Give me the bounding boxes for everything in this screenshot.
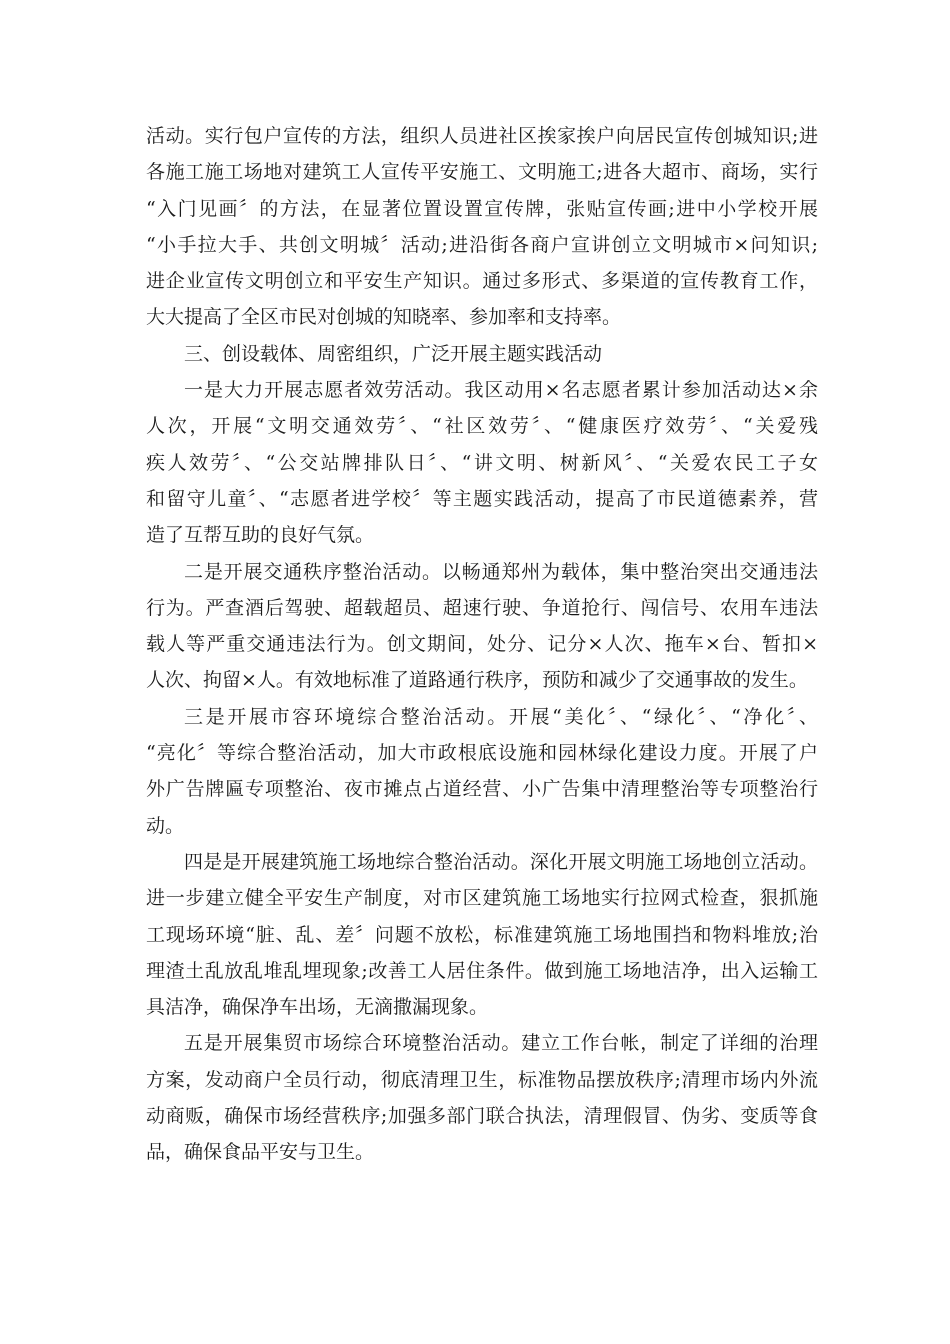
text-line: 一是大力开展志愿者效劳活动。我区动用×名志愿者累计参加活动达×余 xyxy=(184,379,818,402)
document-body xyxy=(146,118,818,1171)
text-line: 四是是开展建筑施工场地综合整治活动。深化开展文明施工场地创立活动。 xyxy=(184,850,818,873)
body-paragraph xyxy=(146,554,818,699)
body-paragraph xyxy=(146,844,818,1025)
text-line: 三是开展市容环境综合整治活动。开展“美化〞、“绿化〞、“净化〞、 xyxy=(184,705,818,728)
body-paragraph xyxy=(146,699,818,844)
text-line: 人次，开展“文明交通效劳〞、“社区效劳〞、“健康医疗效劳〞、“关爱残 xyxy=(146,415,818,438)
text-line: 五是开展集贸市场综合环境整治活动。建立工作台帐，制定了详细的治理 xyxy=(184,1032,818,1055)
section-heading xyxy=(146,336,818,372)
text-line: 活动。实行包户宣传的方法，组织人员进社区挨家挨户向居民宣传创城知识;进 xyxy=(146,125,818,147)
text-line: 各施工施工场地对建筑工人宣传平安施工、文明施工;进各大超市、商场，实行 xyxy=(146,161,818,184)
text-line: 外广告牌匾专项整治、夜市摊点占道经营、小广告集中清理整治等专项整治行 xyxy=(146,778,818,801)
body-paragraph xyxy=(146,372,818,553)
text-line: 动。 xyxy=(146,814,185,837)
text-line: “入门见画〞的方法，在显著位置设置宣传牌，张贴宣传画;进中小学校开展 xyxy=(146,197,818,220)
text-line: 人次、拘留×人。有效地标准了道路通行秩序，预防和减少了交通事故的发生。 xyxy=(146,669,808,692)
text-line: “亮化〞等综合整治活动，加大市政根底设施和园林绿化建设力度。开展了户 xyxy=(146,742,818,765)
body-paragraph xyxy=(146,118,818,336)
text-line: “小手拉大手、共创文明城〞活动;进沿街各商户宣讲创立文明城市×问知识; xyxy=(146,233,818,256)
text-line: 二是开展交通秩序整治活动。以畅通郑州为载体，集中整治突出交通违法 xyxy=(184,560,818,583)
text-line: 和留守儿童〞、“志愿者进学校〞等主题实践活动，提高了市民道德素养，营 xyxy=(146,487,818,510)
text-line: 三、创设载体、周密组织，广泛开展主题实践活动 xyxy=(184,342,603,365)
text-line: 载人等严重交通违法行为。创文期间，处分、记分×人次、拖车×台、暂扣× xyxy=(146,633,818,656)
text-line: 疾人效劳〞、“公交站牌排队日〞、“讲文明、树新风〞、“关爱农民工子女 xyxy=(146,451,818,474)
text-line: 品，确保食品平安与卫生。 xyxy=(146,1141,375,1164)
text-line: 工现场环境“脏、乱、差〞问题不放松，标准建筑施工场地围挡和物料堆放;治 xyxy=(146,923,818,946)
text-line: 具洁净，确保净车出场，无滴撒漏现象。 xyxy=(146,996,489,1019)
text-line: 大大提高了全区市民对创城的知晓率、参加率和支持率。 xyxy=(146,306,622,329)
body-paragraph xyxy=(146,1025,818,1170)
text-line: 进一步建立健全平安生产制度，对市区建筑施工场地实行拉网式检查，狠抓施 xyxy=(146,887,818,910)
text-line: 造了互帮互助的良好气氛。 xyxy=(146,524,375,547)
text-line: 进企业宣传文明创立和平安生产知识。通过多形式、多渠道的宣传教育工作， xyxy=(146,270,818,293)
text-line: 动商贩，确保市场经营秩序;加强多部门联合执法，清理假冒、伪劣、变质等食 xyxy=(146,1105,818,1128)
text-line: 方案，发动商户全员行动，彻底清理卫生，标准物品摆放秩序;清理市场内外流 xyxy=(146,1068,818,1091)
text-line: 理渣土乱放乱堆乱埋现象;改善工人居住条件。做到施工场地洁净，出入运输工 xyxy=(146,959,818,982)
text-line: 行为。严查酒后驾驶、超载超员、超速行驶、争道抢行、闯信号、农用车违法 xyxy=(146,596,818,619)
